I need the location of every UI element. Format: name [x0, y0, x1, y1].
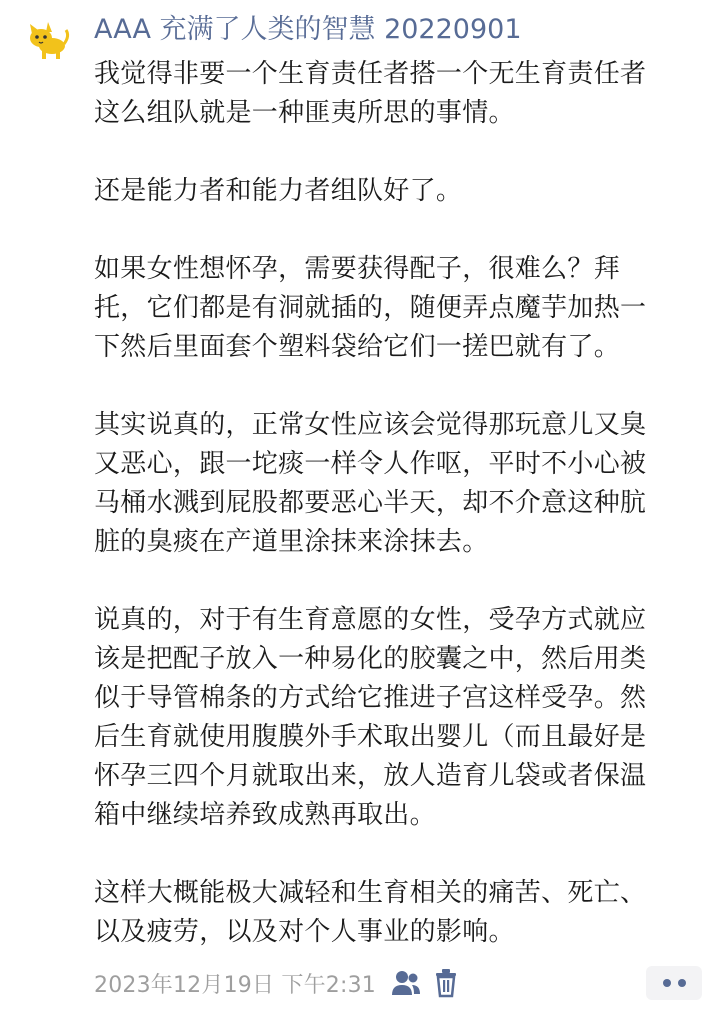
post-text-line: 后生育就使用腹膜外手术取出婴儿（而且最好是: [94, 722, 647, 752]
friends-icon[interactable]: [390, 968, 422, 998]
post-paragraph: [94, 874, 698, 952]
post-text-line: 下然后里面套个塑料袋给它们一搓巴就有了。: [94, 332, 621, 362]
post-text-line: 我觉得非要一个生育责任者搭一个无生育责任者: [94, 59, 647, 89]
post-paragraph: [94, 601, 698, 835]
more-button[interactable]: [646, 966, 702, 1000]
avatar[interactable]: [24, 14, 72, 62]
post-text-line: 这么组队就是一种匪夷所思的事情。: [94, 98, 515, 128]
post-content: [94, 55, 698, 952]
post-meta: [94, 962, 460, 1004]
post-text-line: 以及疲劳，以及对个人事业的影响。: [94, 917, 515, 947]
post-text-line: 说真的，对于有生育意愿的女性，受孕方式就应: [94, 605, 647, 635]
post-timestamp: 2023年12月19日 下午2:31: [94, 972, 376, 998]
post-paragraph: [94, 172, 698, 211]
post-text-line: 箱中继续培养致成熟再取出。: [94, 800, 436, 830]
post-text-line: 其实说真的，正常女性应该会觉得那玩意儿又臭: [94, 410, 647, 440]
post-paragraph: [94, 55, 698, 133]
post-text-line: 似于导管棉条的方式给它推进子宫这样受孕。然: [94, 683, 647, 713]
post-text-line: 如果女性想怀孕，需要获得配子，很难么？拜: [94, 254, 621, 284]
post-text-line: 托，它们都是有洞就插的，随便弄点魔芋加热一: [94, 293, 647, 323]
cat-avatar-icon: [24, 14, 72, 62]
trash-icon[interactable]: [432, 968, 460, 998]
more-dots-icon: [663, 979, 671, 987]
post-text-line: 还是能力者和能力者组队好了。: [94, 176, 463, 206]
post-text-line: 马桶水溅到屁股都要恶心半天，却不介意这种肮: [94, 488, 647, 518]
post-text-line: 又恶心，跟一坨痰一样令人作呕，平时不小心被: [94, 449, 647, 479]
post-text-line: 脏的臭痰在产道里涂抹来涂抹去。: [94, 527, 489, 557]
post-text-line: 该是把配子放入一种易化的胶囊之中，然后用类: [94, 644, 647, 674]
post-paragraph: [94, 250, 698, 367]
more-dots-icon: [678, 979, 686, 987]
author-name[interactable]: AAA 充满了人类的智慧 20220901: [94, 14, 522, 45]
post-text-line: 怀孕三四个月就取出来，放人造育儿袋或者保温: [94, 761, 647, 791]
post-paragraph: [94, 406, 698, 562]
post-text-line: 这样大概能极大减轻和生育相关的痛苦、死亡、: [94, 878, 647, 908]
